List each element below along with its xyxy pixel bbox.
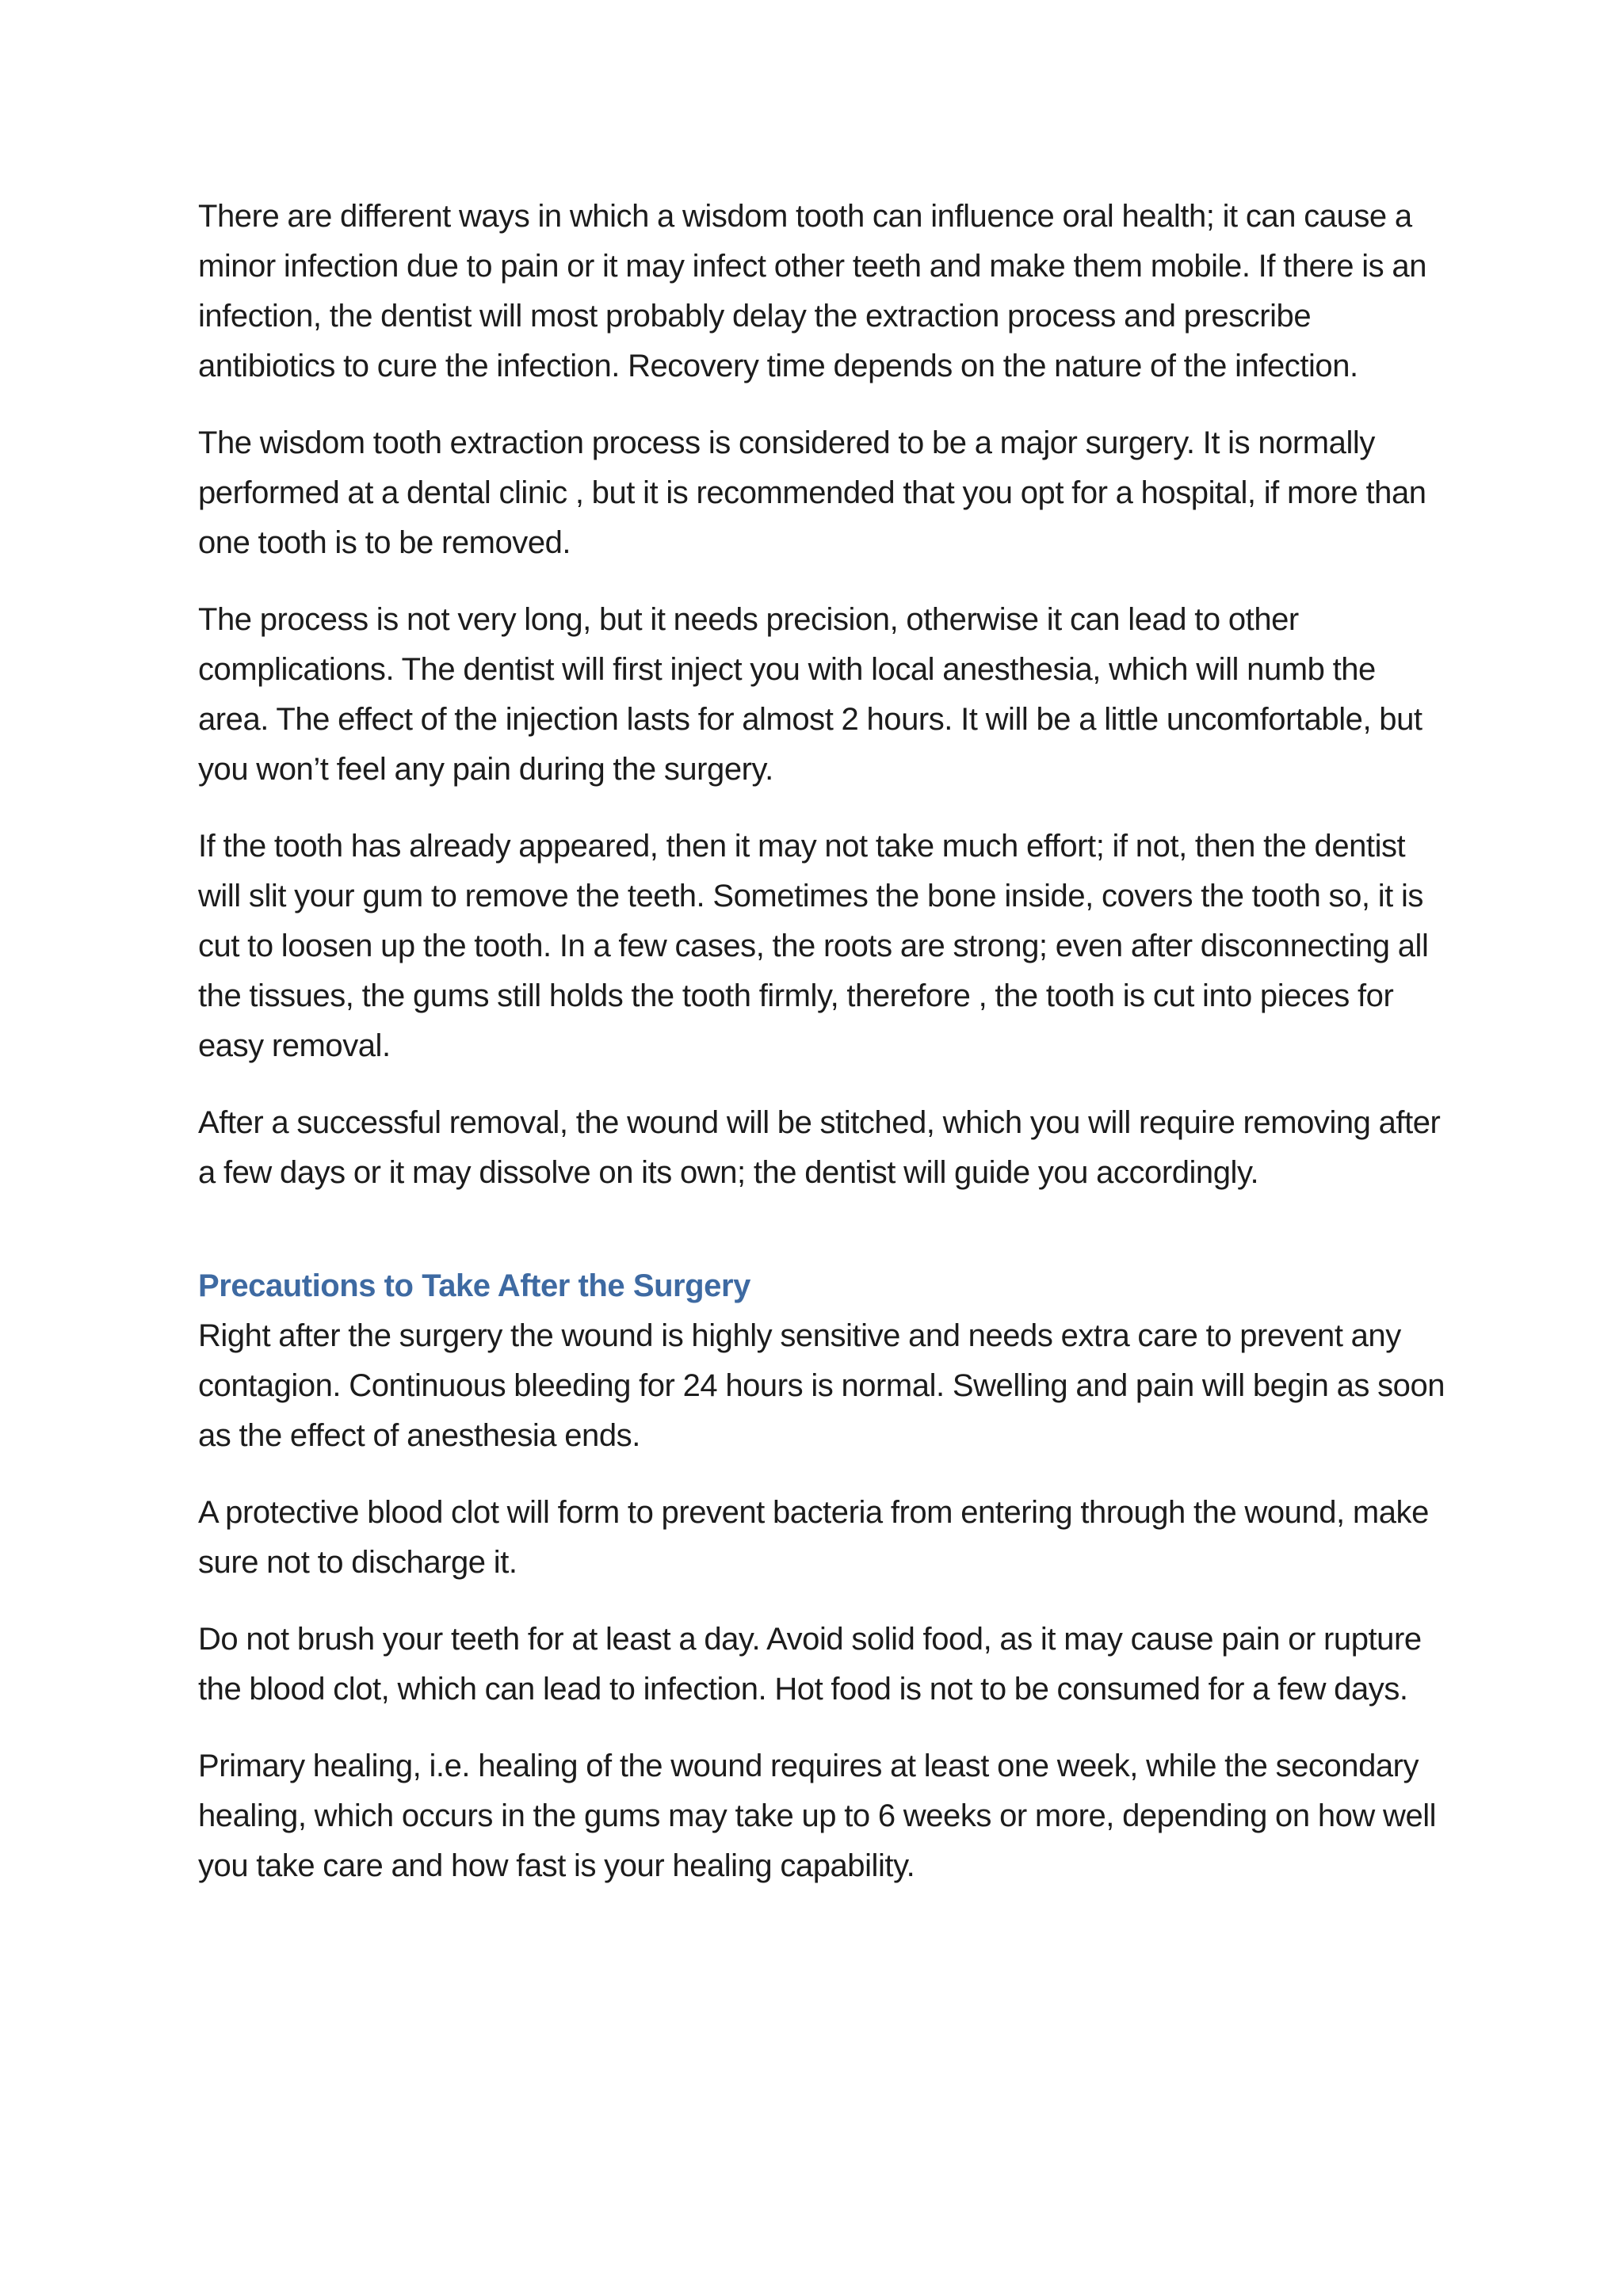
paragraph-wisdom-tooth-influence: There are different ways in which a wisdom tooth can influence oral health; it can cause a minor infection due to pain or it may infect other teeth and make them mobile. If there is an infection, the dentist will most probably delay the extraction process and prescribe antibiotics to cure the infection. Recovery time depends on the nature of the infection. bbox=[198, 199, 1426, 383]
paragraph-tooth-removal: If the tooth has already appeared, then it may not take much effort; if not, then the dentist will slit your gum to remove the teeth. Sometimes the bone inside, covers the tooth so, it is cut to loosen up the tooth. In a few cases, the roots are strong; even after disconnecting all the tissues, the gums still holds the tooth firmly, therefore , the tooth is cut into pieces for easy removal. bbox=[198, 829, 1429, 1063]
paragraph-healing: Primary healing, i.e. healing of the wound requires at least one week, while the secondary healing, which occurs in the gums may take up to 6 weeks or more, depending on how well you take care and how fast is your healing capability. bbox=[198, 1749, 1437, 1883]
paragraph-extraction-surgery: The wisdom tooth extraction process is considered to be a major surgery. It is normally performed at a dental clinic , but it is recommended that you opt for a hospital, if more than one tooth is to be removed. bbox=[198, 425, 1426, 560]
section-heading-precautions: Precautions to Take After the Surgery bbox=[198, 1268, 750, 1303]
paragraph-extraction-process: The process is not very long, but it needs precision, otherwise it can lead to other complications. The dentist will first inject you with local anesthesia, which will numb the area. The effect of the injection lasts for almost 2 hours. It will be a little uncomfortable, but you won’t feel any pain during the surgery. bbox=[198, 602, 1423, 787]
paragraph-stitching: After a successful removal, the wound will be stitched, which you will require removing after a few days or it may dissolve on its own; the dentist will guide you accordingly. bbox=[198, 1105, 1441, 1190]
paragraph-blood-clot: A protective blood clot will form to prevent bacteria from entering through the wound, make sure not to discharge it. bbox=[198, 1495, 1429, 1580]
paragraph-food-care: Do not brush your teeth for at least a day. Avoid solid food, as it may cause pain or rupture the blood clot, which can lead to infection. Hot food is not to be consumed for a few days. bbox=[198, 1622, 1422, 1707]
document-body bbox=[198, 192, 1450, 1918]
paragraph-after-surgery: Right after the surgery the wound is highly sensitive and needs extra care to prevent any contagion. Continuous bleeding for 24 hours is normal. Swelling and pain will begin as soon as the effect of anesthesia ends. bbox=[198, 1318, 1445, 1453]
